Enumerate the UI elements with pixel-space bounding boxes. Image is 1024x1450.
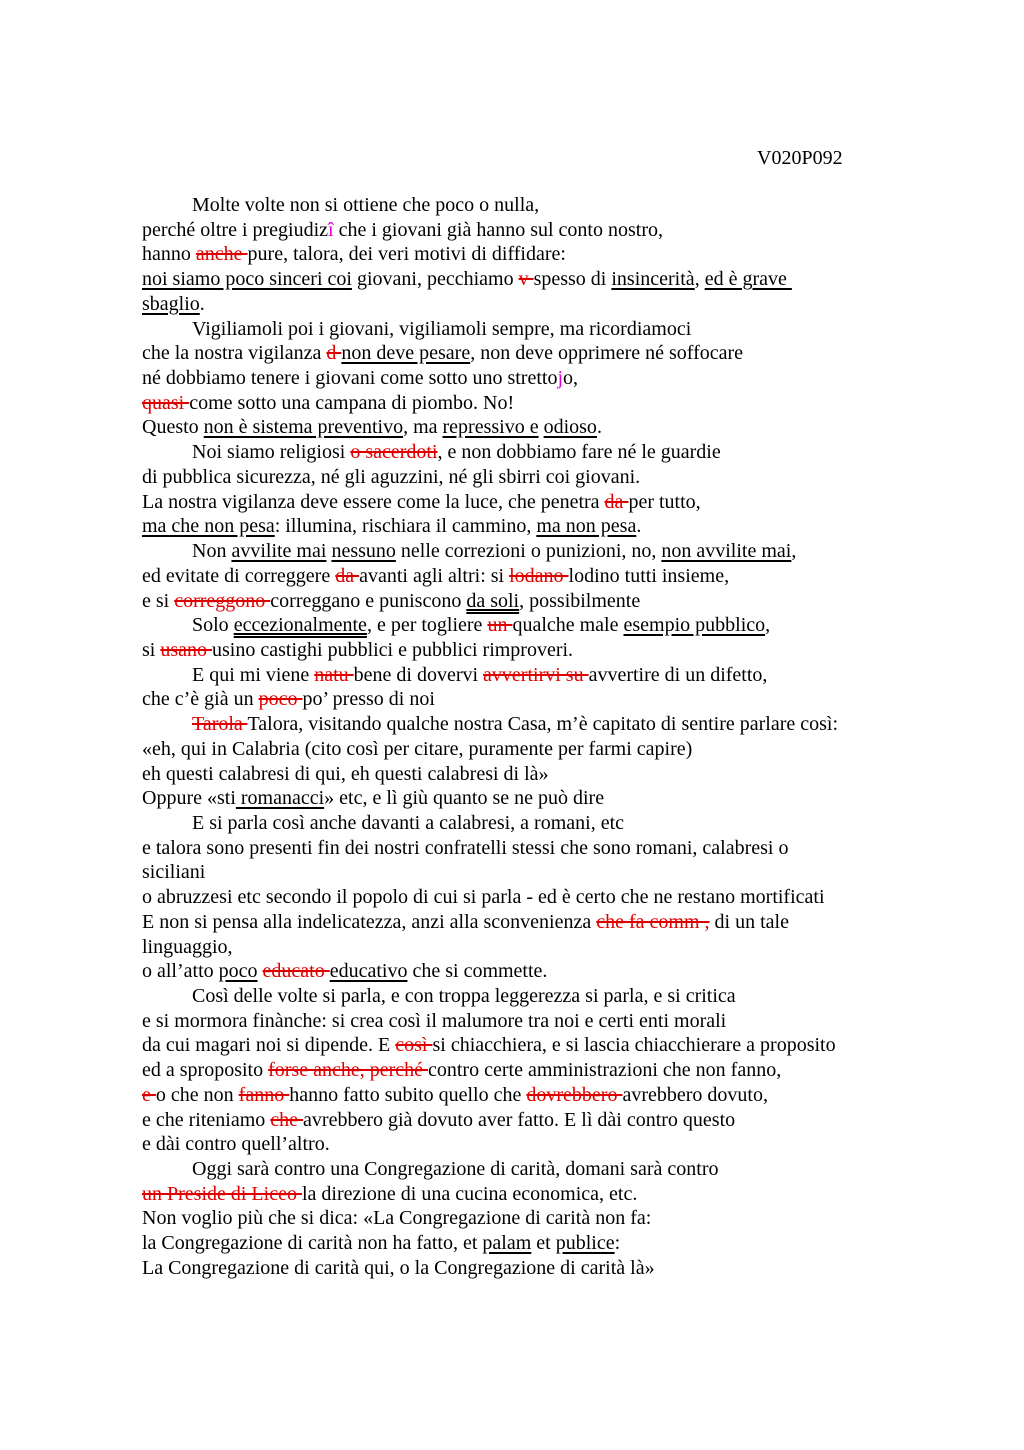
text-line (142, 366, 962, 391)
text-line (142, 712, 962, 737)
text-line (142, 762, 962, 787)
text-run: correggano e puniscono (270, 589, 467, 612)
text-line (142, 317, 962, 342)
text-run: e si (142, 589, 175, 612)
text-line (142, 514, 962, 539)
text-run: per tutto, (628, 490, 701, 513)
deleted-text: avvertirvi su (483, 663, 589, 686)
text-line (142, 1182, 962, 1207)
text-run: pure, talora, dei veri motivi di diffidare: (247, 243, 566, 266)
text-line (142, 415, 962, 440)
inserted-char: j (557, 367, 564, 390)
deleted-text: un Preside di Liceo (142, 1182, 302, 1205)
text-run: o, (563, 367, 579, 390)
deleted-text: fanno (238, 1083, 290, 1106)
text-run: spesso di (533, 268, 612, 291)
text-line (142, 341, 962, 366)
text-run: giovani, pecchiamo (351, 268, 519, 291)
text-line (142, 860, 962, 885)
underlined-text: non è sistema preventivo (203, 416, 404, 439)
text-run: hanno fatto subito quello che (289, 1083, 527, 1106)
deleted-text: o sacerdoti (350, 441, 438, 464)
text-run: di pubblica sicurezza, né gli aguzzini, né gli sbirri coi giovani. (142, 465, 641, 488)
text-run: la direzione di una cucina economica, etc. (301, 1182, 638, 1205)
deleted-text: da (335, 564, 360, 587)
text-run: avvertire di un difetto, (588, 663, 768, 686)
text-line (142, 539, 962, 564)
deleted-text: e (142, 1083, 156, 1106)
text-run: e talora sono presenti fin dei nostri confratelli stessi che sono romani, calabresi o (142, 836, 789, 859)
deleted-text: v (518, 268, 534, 291)
text-run: come sotto una campana di piombo. No! (189, 391, 515, 414)
text-run: e che riteniamo (142, 1108, 271, 1131)
deleted-text: d (326, 342, 342, 365)
deleted-text: natu (314, 663, 354, 686)
text-run: lodino tutti insieme, (568, 564, 730, 587)
text-run: nelle correzioni o punizioni, no, (395, 540, 662, 563)
deleted-text: poco (258, 688, 303, 711)
underlined-text: insincerità (611, 268, 695, 291)
text-run: o all’atto (142, 960, 219, 983)
underlined-text: romanacci (235, 787, 325, 810)
underlined-text: noi siamo poco sinceri coi (142, 268, 352, 291)
text-run: . (199, 292, 205, 315)
double-underlined-text: eccezionalmente (233, 614, 367, 637)
text-line (142, 1157, 962, 1182)
underlined-text: ma che non pesa (142, 515, 275, 538)
text-run: Solo (192, 614, 234, 637)
text-run: hanno (142, 243, 196, 266)
text-run: , (791, 540, 797, 563)
text-run: che si commette. (407, 960, 548, 983)
deleted-text: che fa comm , (596, 910, 710, 933)
text-run: Vigiliamoli poi i giovani, vigiliamoli sempre, ma ricordiamoci (192, 317, 692, 340)
page-code: V020P092 (757, 147, 843, 169)
text-run: che i giovani già hanno sul conto nostro, (333, 218, 663, 241)
text-run: contro certe amministrazioni che non fanno, (428, 1059, 782, 1082)
deleted-text: che (270, 1108, 304, 1131)
text-run: E non si pensa alla indelicatezza, anzi alla sconvenienza (142, 910, 597, 933)
text-line (142, 1083, 962, 1108)
text-run: Così delle volte si parla, e con troppa leggerezza si parla, e si critica (192, 985, 736, 1007)
document-body (142, 193, 962, 1281)
text-line (142, 737, 962, 762)
text-line (142, 811, 962, 836)
text-run: , (694, 268, 705, 291)
text-line (142, 267, 962, 292)
underlined-text: palam (482, 1232, 532, 1255)
deleted-text: educato (262, 960, 330, 983)
text-run: perché oltre i pregiudiz (142, 218, 329, 241)
text-line (142, 885, 962, 910)
deleted-text: lodano (509, 564, 569, 587)
text-line (142, 564, 962, 589)
deleted-text: anche (195, 243, 248, 266)
text-line (142, 1231, 962, 1256)
deleted-text: correggono (174, 589, 271, 612)
text-run: di un tale (709, 910, 789, 933)
text-run: qualche male (512, 614, 624, 637)
deleted-text: un (487, 614, 513, 637)
text-run: si chiacchiera, e si lascia chiacchierare a proposito (432, 1034, 836, 1057)
text-run: po’ presso di noi (302, 688, 435, 711)
text-run: avrebbero già dovuto aver fatto. E lì dài contro questo (303, 1108, 736, 1131)
deleted-text: così (395, 1034, 433, 1057)
text-run: linguaggio, (142, 935, 233, 958)
text-line (142, 984, 962, 1009)
text-run: e dài contro quell’altro. (142, 1133, 330, 1156)
underlined-text: ed è grave (704, 268, 792, 291)
underlined-text: nessuno (331, 540, 396, 563)
text-line (142, 1009, 962, 1034)
text-run: et (531, 1232, 556, 1255)
text-line (142, 1058, 962, 1083)
text-line (142, 1108, 962, 1133)
text-run: Non (192, 540, 232, 563)
text-line (142, 959, 962, 984)
text-run: né dobbiamo tenere i giovani come sotto uno stretto (142, 367, 558, 390)
text-run: «eh, qui in Calabria (cito così per citare, puramente per farmi capire) (142, 737, 693, 760)
text-line (142, 193, 962, 218)
text-line (142, 687, 962, 712)
text-line (142, 1256, 962, 1281)
text-run: , non deve opprimere né soffocare (470, 342, 744, 365)
text-run: Oppure «sti (142, 787, 236, 810)
deleted-text: forse anche, perché (268, 1059, 428, 1082)
text-run: Talora, visitando qualche nostra Casa, m’è capitato di sentire parlare così: (247, 713, 839, 736)
text-line (142, 440, 962, 465)
text-line (142, 613, 962, 638)
text-run: o che non (155, 1083, 239, 1106)
deleted-text: Tarola (192, 713, 248, 736)
text-line (142, 1033, 962, 1058)
deleted-text: usano (160, 638, 213, 661)
text-run: , ma (403, 416, 443, 439)
text-run: : (614, 1232, 621, 1255)
underlined-text: publice (555, 1232, 615, 1255)
text-line (142, 1132, 962, 1157)
text-line (142, 292, 962, 317)
text-run: siciliani (142, 861, 206, 884)
text-line (142, 391, 962, 416)
text-run: , e per togliere (366, 614, 488, 637)
text-line (142, 910, 962, 935)
text-line (142, 786, 962, 811)
text-line (142, 465, 962, 490)
double-underlined-text: da soli (466, 589, 520, 612)
text-line (142, 836, 962, 861)
deleted-text: quasi (142, 391, 190, 414)
text-run: che c’è già un (142, 688, 259, 711)
text-run: : illumina, rischiara il cammino, (274, 515, 537, 538)
text-run: . (636, 515, 642, 538)
text-line (142, 1206, 962, 1231)
text-run: , (765, 614, 771, 637)
text-run: Molte volte non si ottiene che poco o nulla, (192, 194, 540, 216)
underlined-text: educativo (329, 960, 408, 983)
underlined-text: avvilite mai (231, 540, 327, 563)
text-run: o abruzzesi etc secondo il popolo di cui si parla - ed è certo che ne restano mortificati (142, 886, 825, 909)
underlined-text: esempio pubblico (623, 614, 766, 637)
underlined-text: sbaglio (142, 292, 200, 315)
text-run: avrebbero dovuto, (622, 1083, 768, 1106)
text-run: Oggi sarà contro una Congregazione di carità, domani sarà contro (192, 1158, 719, 1181)
text-run: Questo (142, 416, 204, 439)
text-run: La Congregazione di carità qui, o la Congregazione di carità là» (142, 1256, 655, 1279)
deleted-text: da (604, 490, 629, 513)
underlined-text: ma non pesa (536, 515, 637, 538)
underlined-text: non avvilite mai (661, 540, 792, 563)
text-line (142, 242, 962, 267)
inserted-char: î (328, 218, 334, 241)
text-run: , e non dobbiamo fare né le guardie (437, 441, 721, 464)
text-run: si (142, 638, 161, 661)
text-line (142, 589, 962, 614)
text-run: eh questi calabresi di qui, eh questi calabresi di là» (142, 762, 549, 785)
text-run: La nostra vigilanza deve essere come la luce, che penetra (142, 490, 605, 513)
text-run: E si parla così anche davanti a calabresi, a romani, etc (192, 811, 625, 834)
text-run: ed a sproposito (142, 1059, 269, 1082)
text-run: Noi siamo religiosi (192, 441, 351, 464)
text-line (142, 638, 962, 663)
underlined-text: odioso (543, 416, 597, 439)
text-run: , possibilmente (519, 589, 641, 612)
text-run: usino castighi pubblici e pubblici rimproveri. (212, 638, 574, 661)
text-run: Non voglio più che si dica: «La Congregazione di carità non fa: (142, 1207, 652, 1230)
text-run: la Congregazione di carità non ha fatto, et (142, 1232, 483, 1255)
text-line (142, 218, 962, 243)
deleted-text: dovrebbero (526, 1083, 623, 1106)
underlined-text: non deve pesare (341, 342, 471, 365)
text-run: che la nostra vigilanza (142, 342, 327, 365)
text-line (142, 935, 962, 960)
text-run: E qui mi viene (192, 663, 315, 686)
text-line (142, 490, 962, 515)
text-run: da cui magari noi si dipende. E (142, 1034, 396, 1057)
text-run: » etc, e lì giù quanto se ne può dire (324, 787, 605, 810)
text-line (142, 663, 962, 688)
underlined-text: repressivo e (442, 416, 539, 439)
text-run: ed evitate di correggere (142, 564, 336, 587)
underlined-text: poco (218, 960, 258, 983)
text-run: bene di dovervi (353, 663, 484, 686)
text-run: . (596, 416, 602, 439)
text-run: avanti agli altri: si (359, 564, 510, 587)
text-run: e si mormora finànche: si crea così il malumore tra noi e certi enti morali (142, 1009, 727, 1032)
